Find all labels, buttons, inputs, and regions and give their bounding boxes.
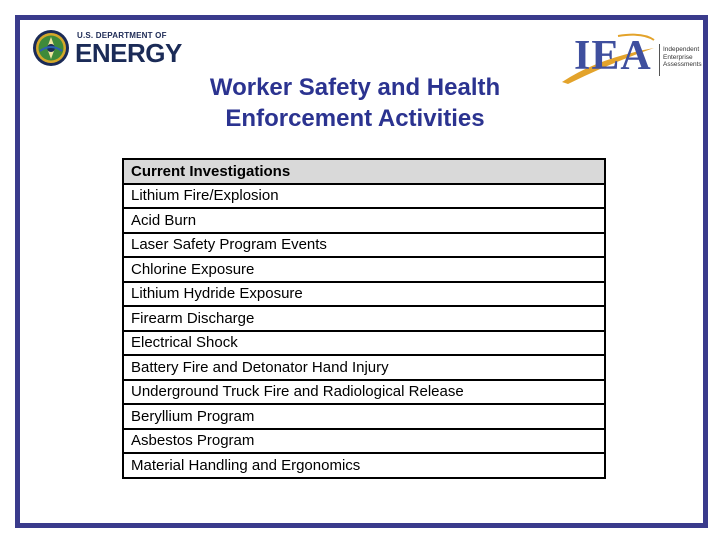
table-cell: Material Handling and Ergonomics xyxy=(123,453,605,478)
iea-subtext-line: Assessments xyxy=(663,61,702,68)
table-header-cell: Current Investigations xyxy=(123,159,605,184)
table-cell: Beryllium Program xyxy=(123,404,605,429)
iea-subtext-line: Enterprise xyxy=(663,53,693,61)
table-cell: Laser Safety Program Events xyxy=(123,233,605,258)
table-cell: Electrical Shock xyxy=(123,331,605,356)
table-row xyxy=(123,233,605,258)
table-cell: Battery Fire and Detonator Hand Injury xyxy=(123,355,605,380)
table-cell: Lithium Fire/Explosion xyxy=(123,184,605,209)
table-row xyxy=(123,282,605,307)
table-row xyxy=(123,257,605,282)
iea-text: IEA xyxy=(574,33,652,79)
table-cell: Chlorine Exposure xyxy=(123,257,605,282)
slide-frame xyxy=(15,15,708,528)
page-title xyxy=(150,72,560,134)
table-cell: Asbestos Program xyxy=(123,429,605,454)
table-cell: Firearm Discharge xyxy=(123,306,605,331)
table-row xyxy=(123,355,605,380)
title-line-1: Worker Safety and Health xyxy=(209,74,501,101)
table-row xyxy=(123,453,605,478)
table-cell: Acid Burn xyxy=(123,208,605,233)
doe-seal-icon xyxy=(32,29,70,67)
doe-top-text: U.S. DEPARTMENT OF xyxy=(77,31,167,40)
table-row xyxy=(123,331,605,356)
table-row xyxy=(123,208,605,233)
iea-logo xyxy=(558,28,702,86)
title-line-2: Enforcement Activities xyxy=(225,105,485,132)
iea-subtext-line: Independent xyxy=(663,46,700,53)
table-row xyxy=(123,306,605,331)
doe-main-text: ENERGY xyxy=(75,38,182,68)
investigations-table xyxy=(122,158,606,479)
table-row xyxy=(123,404,605,429)
table-header-row xyxy=(123,159,605,184)
table-cell: Underground Truck Fire and Radiological Release xyxy=(123,380,605,405)
table-row xyxy=(123,184,605,209)
table-cell: Lithium Hydride Exposure xyxy=(123,282,605,307)
iea-subtext xyxy=(663,46,703,69)
table-row xyxy=(123,429,605,454)
doe-logo xyxy=(32,29,192,71)
table-row xyxy=(123,380,605,405)
iea-divider xyxy=(659,44,660,76)
